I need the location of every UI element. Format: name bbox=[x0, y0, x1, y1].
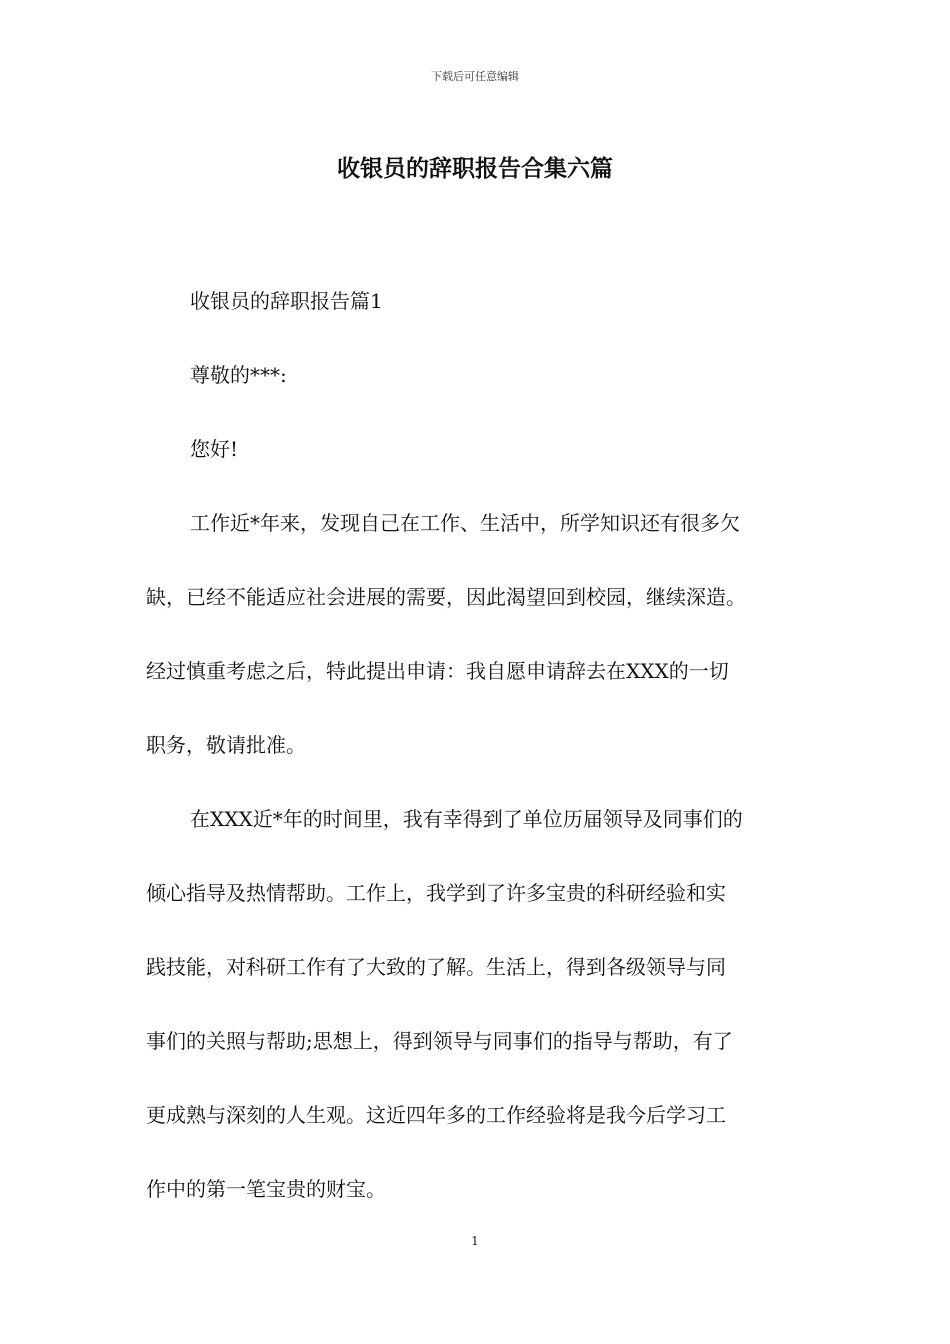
paragraph-line: 更成熟与深刻的人生观。这近四年多的工作经验将是我今后学习工 bbox=[146, 1103, 726, 1127]
paragraph-line: 事们的关照与帮助;思想上，得到领导与同事们的指导与帮助，有了 bbox=[146, 1029, 733, 1053]
paragraph-line: 在XXX近*年的时间里，我有幸得到了单位历届领导及同事们的 bbox=[190, 807, 743, 831]
paragraph-line: 倾心指导及热情帮助。工作上，我学到了许多宝贵的科研经验和实 bbox=[146, 881, 726, 905]
document-body bbox=[146, 284, 808, 1246]
paragraph-line: 工作近*年来，发现自己在工作、生活中，所学知识还有很多欠 bbox=[190, 511, 740, 535]
paragraph-line: 职务，敬请批准。 bbox=[146, 733, 306, 757]
salutation: 尊敬的***: bbox=[190, 363, 287, 387]
page-number: 1 bbox=[471, 1234, 479, 1248]
greeting: 您好! bbox=[190, 437, 239, 461]
header-note: 下载后可任意编辑 bbox=[431, 70, 519, 83]
paragraph-line: 作中的第一笔宝贵的财宝。 bbox=[146, 1177, 386, 1201]
paragraph-line: 经过慎重考虑之后，特此提出申请：我自愿申请辞去在XXX的一切 bbox=[146, 659, 729, 683]
document-title: 收银员的辞职报告合集六篇 bbox=[337, 155, 613, 182]
section-heading: 收银员的辞职报告篇1 bbox=[190, 289, 383, 313]
paragraph-line: 践技能，对科研工作有了大致的了解。生活上，得到各级领导与同 bbox=[146, 955, 726, 979]
paragraph-line: 缺，已经不能适应社会进展的需要，因此渴望回到校园，继续深造。 bbox=[146, 585, 746, 609]
